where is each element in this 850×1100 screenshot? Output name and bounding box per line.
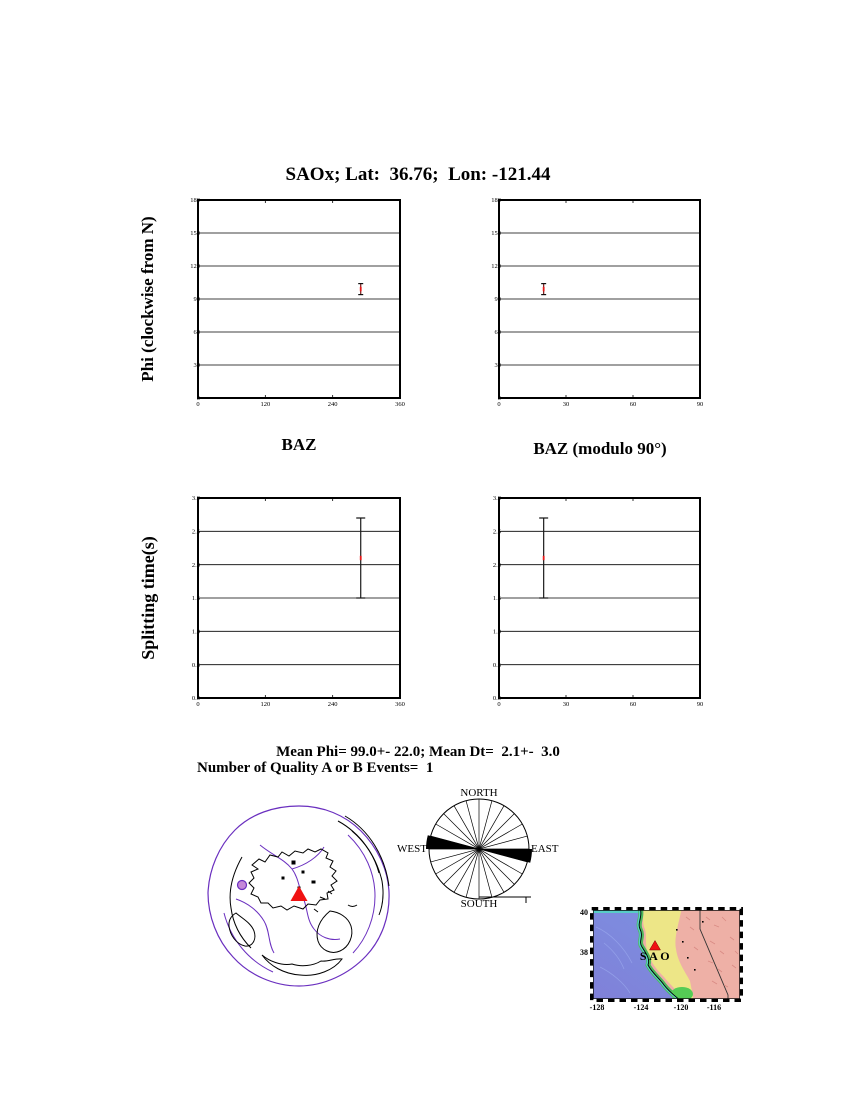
svg-text:90: 90 (696, 401, 704, 408)
svg-text:60: 60 (494, 329, 501, 337)
svg-text:1.5: 1.5 (492, 595, 501, 603)
svg-text:2.5: 2.5 (492, 528, 501, 536)
svg-text:0.0: 0.0 (492, 695, 501, 703)
rose-label-east: EAST (531, 843, 559, 855)
svg-text:0: 0 (497, 701, 501, 708)
svg-text:120: 120 (190, 263, 200, 271)
svg-text:30: 30 (562, 701, 570, 708)
svg-text:90: 90 (494, 296, 501, 304)
svg-text:2.5: 2.5 (191, 528, 200, 536)
rose-label-west: WEST (397, 843, 427, 855)
svg-text:60: 60 (629, 401, 637, 408)
chart-phi_bazmod (483, 190, 716, 412)
map-lon-label-120: -120 (673, 1003, 689, 1012)
rose-label-south: SOUTH (460, 898, 498, 910)
svg-text:150: 150 (190, 230, 200, 238)
chart-phi_baz (182, 190, 416, 412)
svg-text:90: 90 (193, 296, 200, 304)
svg-text:120: 120 (260, 701, 271, 708)
event-count-text: Number of Quality A or B Events= 1 (197, 760, 434, 776)
svg-text:120: 120 (491, 263, 501, 271)
svg-text:0.5: 0.5 (191, 661, 200, 669)
svg-text:30: 30 (193, 362, 200, 370)
baz-modulo-axis-caption: BAZ (modulo 90°) (533, 439, 667, 458)
map-station-label: SAO (639, 949, 673, 963)
svg-text:240: 240 (327, 701, 338, 708)
region-topo-map (590, 907, 743, 1002)
map-lon-label-128: -128 (589, 1003, 605, 1012)
event-azimuth-globe (202, 801, 392, 991)
svg-text:30: 30 (494, 362, 501, 370)
globe-station-triangle-icon (291, 886, 308, 901)
svg-text:3.0: 3.0 (191, 495, 200, 503)
chart-dt_baz (182, 488, 416, 712)
phi-rose-diagram (399, 786, 559, 916)
svg-text:30: 30 (562, 401, 570, 408)
svg-text:0: 0 (196, 401, 200, 408)
map-lat-label-40: 40 (580, 908, 588, 917)
mean-values-text: Mean Phi= 99.0+- 22.0; Mean Dt= 2.1+- 3.0 (276, 744, 560, 760)
svg-text:360: 360 (395, 401, 405, 408)
svg-text:1.5: 1.5 (191, 595, 200, 603)
rose-label-north: NORTH (460, 787, 498, 799)
svg-text:0.0: 0.0 (191, 695, 200, 703)
phi-axis-title: Phi (clockwise from N) (138, 216, 157, 382)
svg-text:1.0: 1.0 (191, 628, 200, 636)
svg-text:60: 60 (193, 329, 200, 337)
svg-text:120: 120 (260, 401, 271, 408)
svg-text:0: 0 (196, 395, 200, 403)
svg-text:180: 180 (491, 197, 501, 205)
svg-text:0: 0 (497, 401, 501, 408)
svg-text:240: 240 (327, 401, 338, 408)
svg-text:1.0: 1.0 (492, 628, 501, 636)
dt-axis-title: Splitting time(s) (138, 536, 158, 660)
svg-text:60: 60 (629, 701, 637, 708)
svg-text:90: 90 (696, 701, 704, 708)
svg-text:2.0: 2.0 (191, 561, 200, 569)
map-lon-label-116: -116 (706, 1003, 722, 1012)
svg-text:0: 0 (196, 701, 200, 708)
svg-text:3.0: 3.0 (492, 495, 501, 503)
chart-dt_bazmod (483, 488, 716, 712)
svg-text:360: 360 (395, 701, 405, 708)
map-lat-label-38: 38 (580, 948, 588, 957)
page-title: SAOx; Lat: 36.76; Lon: -121.44 (285, 164, 551, 185)
svg-text:0.5: 0.5 (492, 661, 501, 669)
svg-text:180: 180 (190, 197, 200, 205)
coastlines (229, 816, 389, 975)
svg-text:150: 150 (491, 230, 501, 238)
svg-text:2.0: 2.0 (492, 561, 501, 569)
map-lon-label-124: -124 (633, 1003, 649, 1012)
svg-text:0: 0 (497, 395, 501, 403)
baz-axis-caption: BAZ (281, 435, 317, 454)
